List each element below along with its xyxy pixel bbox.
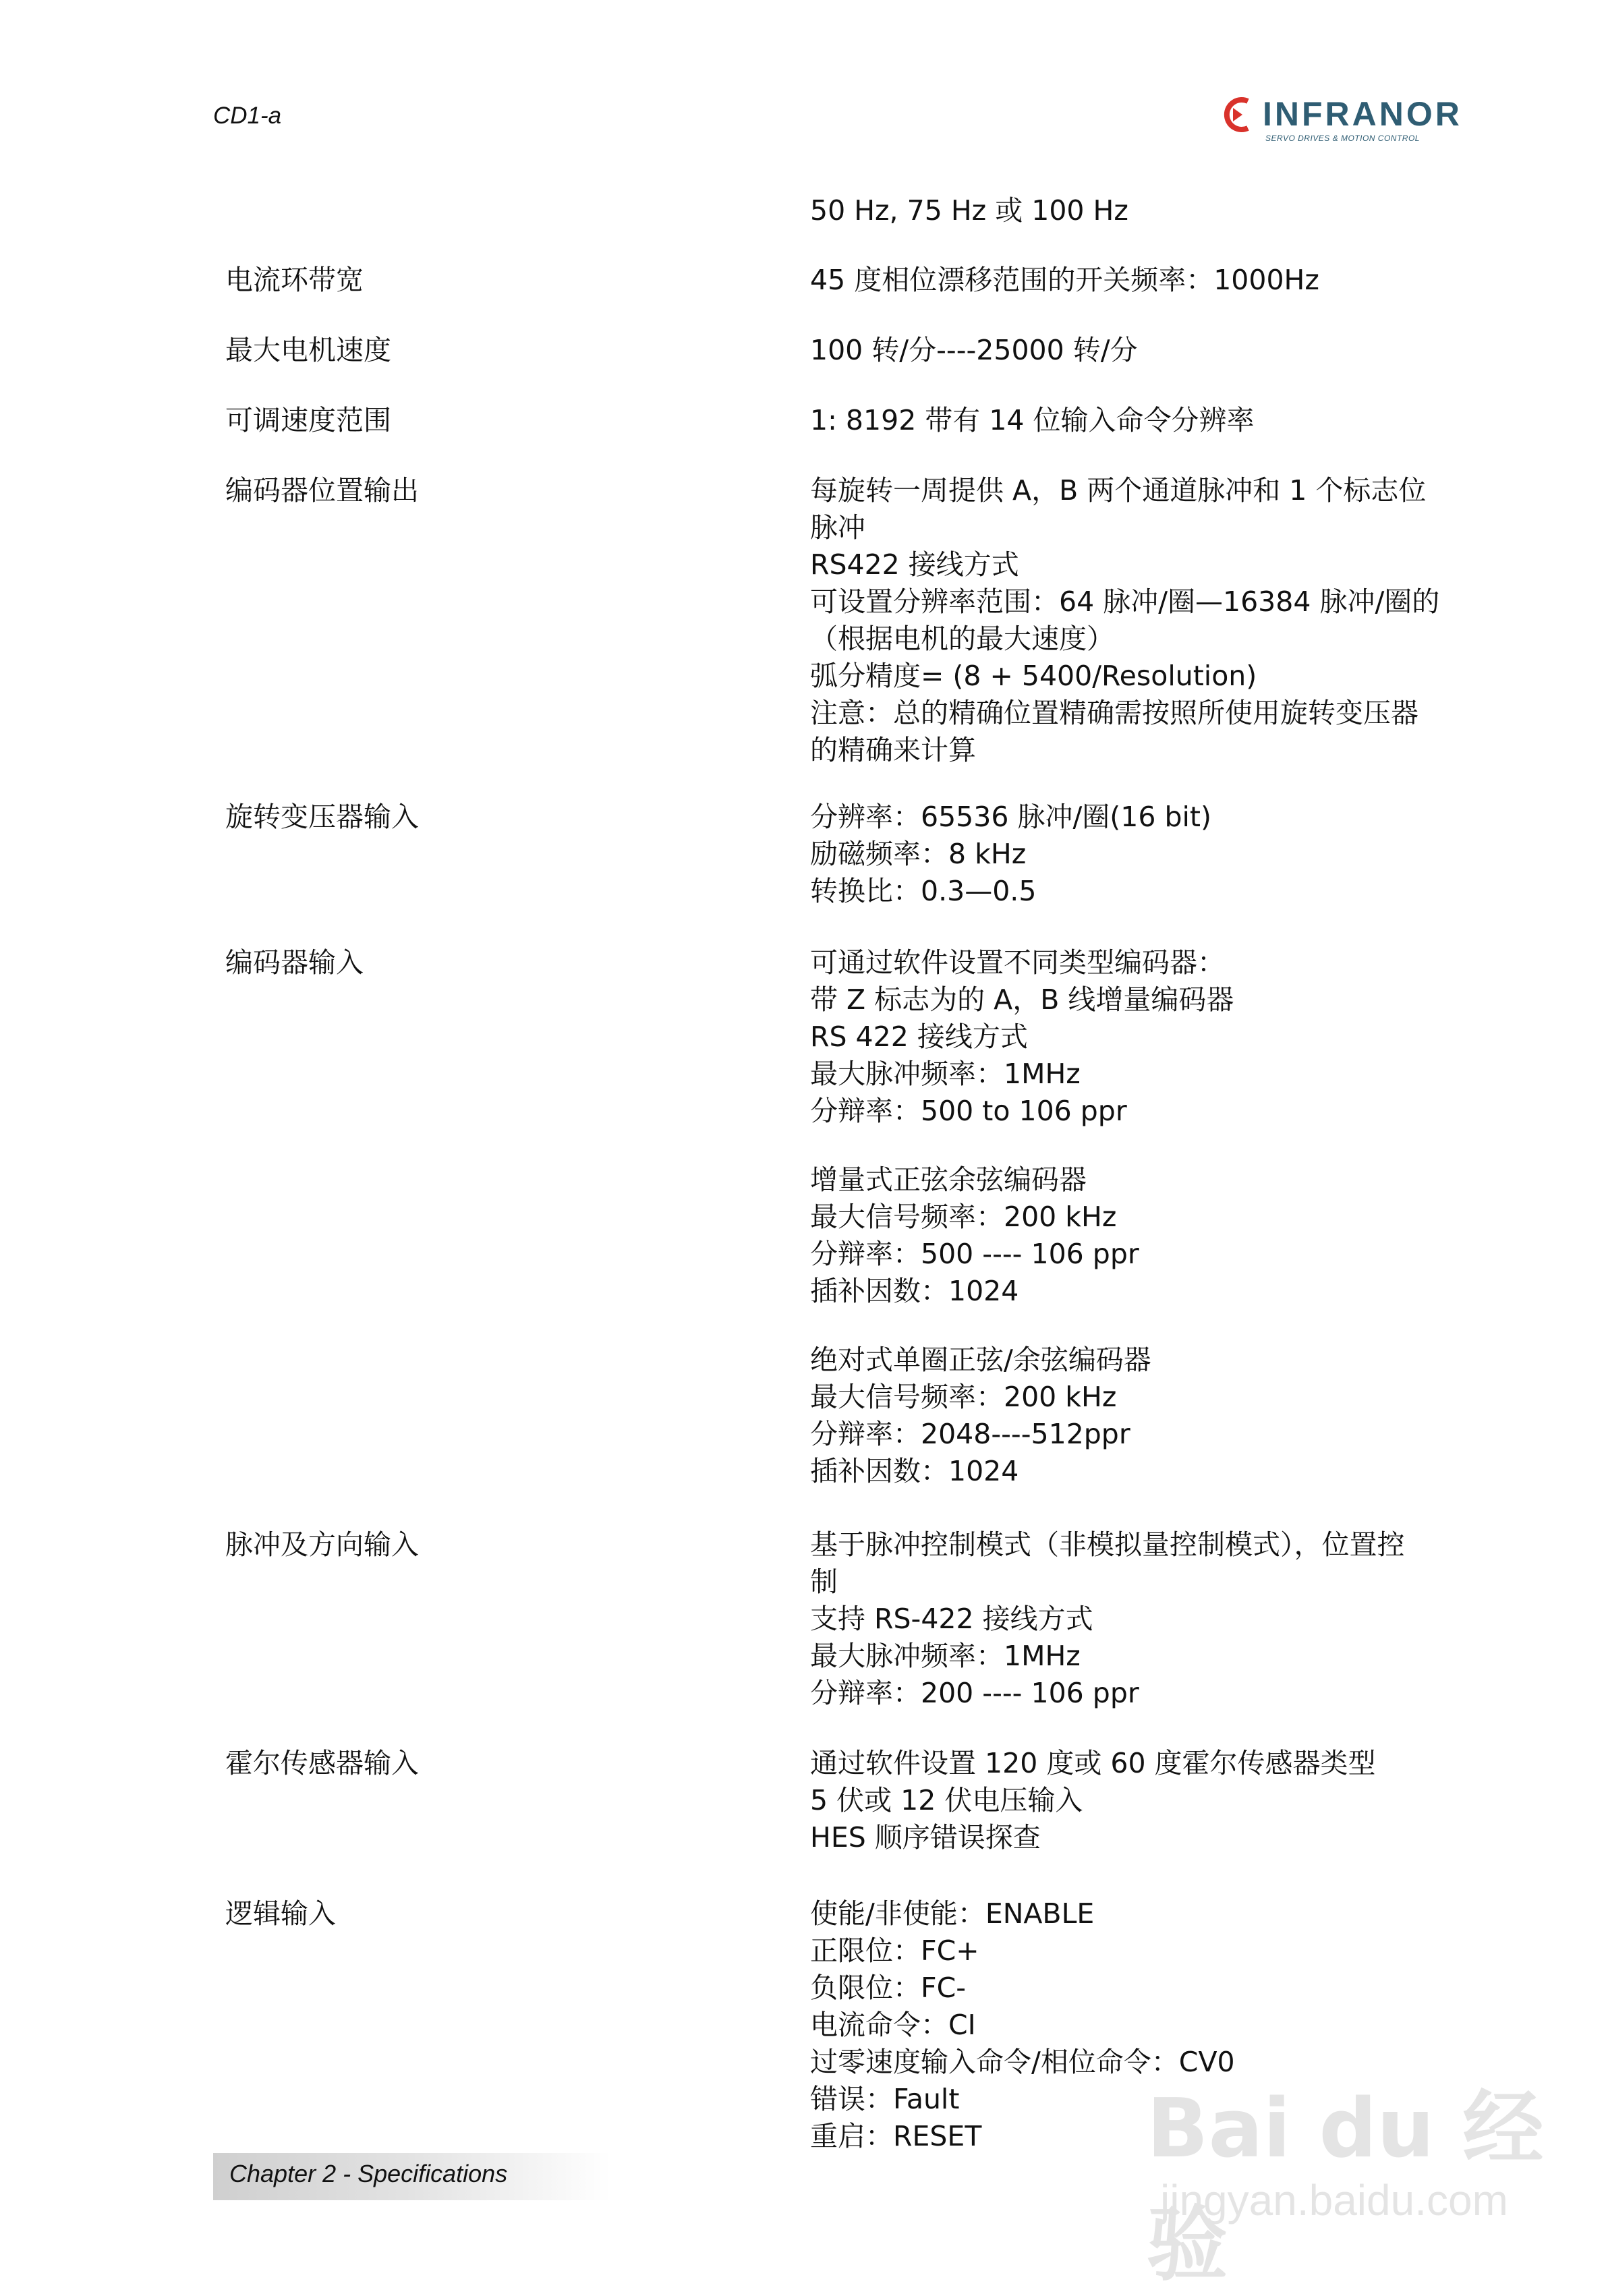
spec-label: 电流环带宽 [225, 264, 364, 296]
spec-label: 逻辑输入 [225, 1897, 336, 1930]
logo-tagline: SERVO DRIVES & MOTION CONTROL [1265, 134, 1420, 143]
spec-value-line: RS422 接线方式 [810, 548, 1019, 581]
spec-value-line: 1: 8192 带有 14 位输入命令分辨率 [810, 404, 1255, 436]
spec-value-line: 脉冲 [810, 511, 865, 544]
spec-value [810, 1526, 1451, 1712]
spec-label: 脉冲及方向输入 [225, 1528, 419, 1561]
spec-value-line: 励磁频率：8 kHz [810, 838, 1027, 870]
spec-value-line: 最大脉冲频率：1MHz [810, 1640, 1081, 1672]
spec-label: 旋转变压器输入 [225, 801, 419, 833]
spec-value-line: 支持 RS-422 接线方式 [810, 1603, 1093, 1635]
spec-label: 最大电机速度 [225, 334, 391, 366]
spec-value-line: 可设置分辨率范围：64 脉冲/圈—16384 脉冲/圈的 [810, 585, 1440, 618]
spec-value [810, 799, 1451, 910]
spec-value-line: 最大脉冲频率：1MHz [810, 1058, 1081, 1090]
spec-value-line: 插补因数：1024 [810, 1455, 1019, 1487]
spec-value-line: 错误：Fault [810, 2083, 960, 2115]
spec-value [810, 944, 1451, 1490]
spec-value-line: 100 转/分----25000 转/分 [810, 334, 1138, 366]
spec-value-line: 弧分精度= (8 + 5400/Resolution) [810, 660, 1257, 692]
spec-label: 可调速度范围 [225, 404, 391, 436]
spec-label: 霍尔传感器输入 [225, 1747, 419, 1779]
spec-value-gap [810, 1310, 1451, 1342]
spec-value-line: 重启：RESET [810, 2120, 982, 2152]
spec-value [810, 472, 1451, 769]
spec-value-line: 50 Hz, 75 Hz 或 100 Hz [810, 194, 1128, 227]
spec-value-line: 最大信号频率：200 kHz [810, 1381, 1117, 1413]
spec-value-line: 插补因数：1024 [810, 1275, 1019, 1307]
spec-value [810, 332, 1451, 369]
baidu-watermark [1120, 2064, 1551, 2292]
spec-value-line: 每旋转一周提供 A，B 两个通道脉冲和 1 个标志位 [810, 474, 1427, 507]
spec-value-line: 分辨率：65536 脉冲/圈(16 bit) [810, 801, 1211, 833]
watermark-main: Bai du 经验 [1147, 2082, 1544, 2292]
watermark-sub: jingyan.baidu.com [1160, 2176, 1508, 2225]
logo-mark-icon [1218, 97, 1257, 132]
spec-value-line: 增量式正弦余弦编码器 [810, 1164, 1087, 1196]
spec-value-line: 使能/非使能：ENABLE [810, 1897, 1095, 1930]
spec-value-line: 负限位：FC- [810, 1972, 967, 2004]
spec-value-line: 5 伏或 12 伏电压输入 [810, 1784, 1083, 1816]
spec-value-gap [810, 1130, 1451, 1161]
spec-value-line: 通过软件设置 120 度或 60 度霍尔传感器类型 [810, 1747, 1376, 1779]
spec-value [810, 402, 1451, 439]
spec-value-line: HES 顺序错误探查 [810, 1821, 1041, 1854]
spec-value-line: RS 422 接线方式 [810, 1021, 1028, 1053]
spec-value-line: 正限位：FC+ [810, 1934, 979, 1967]
spec-value-line: 的精确来计算 [810, 734, 976, 766]
spec-value-line: 制 [810, 1566, 838, 1598]
spec-value-line: 转换比：0.3—0.5 [810, 875, 1037, 907]
spec-value-line: 基于脉冲控制模式（非模拟量控制模式），位置控 [810, 1528, 1405, 1561]
spec-value-line: 分辩率：500 ---- 106 ppr [810, 1238, 1139, 1270]
spec-label: 编码器位置输出 [225, 474, 419, 507]
spec-value-line: 可通过软件设置不同类型编码器： [810, 946, 1225, 979]
spec-value [810, 192, 1451, 229]
spec-value-line: 分辩率：2048----512ppr [810, 1418, 1130, 1450]
company-logo [1218, 94, 1461, 148]
spec-value-line: 带 Z 标志为的 A，B 线增量编码器 [810, 983, 1234, 1016]
spec-value-line: 绝对式单圈正弦/余弦编码器 [810, 1344, 1151, 1376]
spec-value-line: 过零速度输入命令/相位命令：CV0 [810, 2046, 1235, 2078]
spec-label: 编码器输入 [225, 946, 364, 979]
spec-value-line: （根据电机的最大速度） [810, 623, 1114, 655]
spec-value-line: 分辩率：200 ---- 106 ppr [810, 1677, 1139, 1709]
footer-chapter: Chapter 2 - Specifications [229, 2160, 508, 2187]
spec-value-line: 45 度相位漂移范围的开关频率：1000Hz [810, 264, 1319, 296]
spec-value [810, 1745, 1451, 1856]
document-id: CD1-a [213, 103, 282, 129]
spec-value-line: 最大信号频率：200 kHz [810, 1201, 1117, 1233]
logo-wordmark: INFRANOR [1263, 95, 1462, 133]
spec-value-line: 电流命令：CI [810, 2009, 976, 2041]
spec-value [810, 262, 1451, 299]
spec-value-line: 分辩率：500 to 106 ppr [810, 1095, 1127, 1127]
spec-value-line: 注意：总的精确位置精确需按照所使用旋转变压器 [810, 697, 1418, 729]
